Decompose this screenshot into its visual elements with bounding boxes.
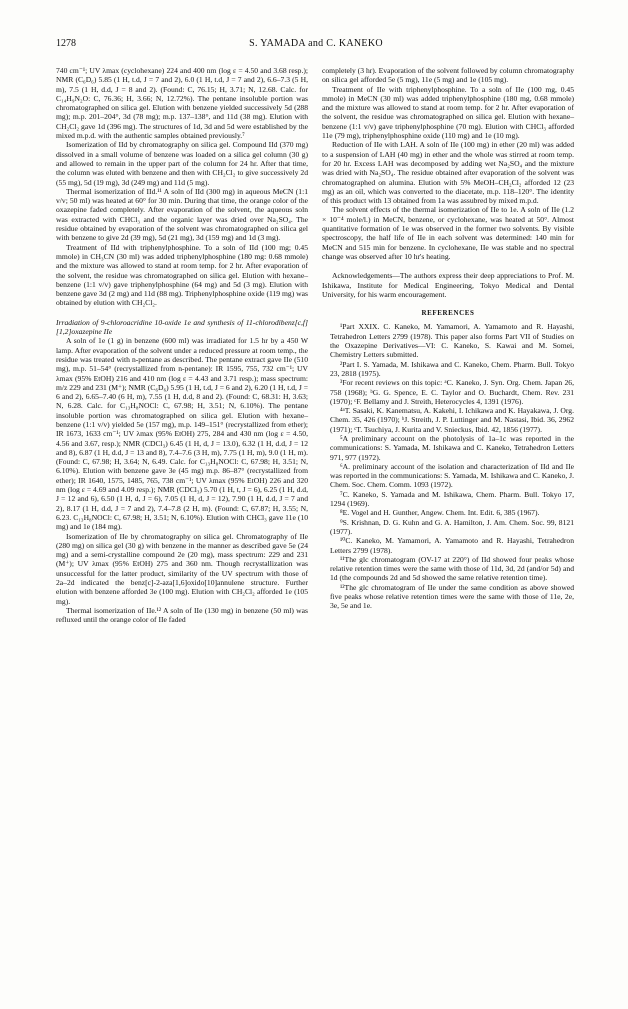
references-heading: REFERENCES [421,309,475,318]
reference-item: ¹⁰C. Kaneko, M. Yamamori, A. Yamamoto and R. Hayashi, Tetrahedron Letters 2799 (1978). [330,536,574,555]
page-header [56,38,576,52]
reference-item: ²Part I. S. Yamada, M. Ishikawa and C. Kaneko, Chem. Pharm. Bull. Tokyo 23, 2818 (1975). [330,359,574,378]
paragraph: Treatment of IIe with triphenylphosphine. To a soln of IIe (100 mg, 0.45 mmole) in MeCN (30 ml) was added triphenylphosphine (180 mg, 0.68 mmole) and the mixture was allowed to stand at room temp. for 2 hr. After evaporation of the solvent, the residue was chromatographed on silica gel. Elution with hexane–benzene (1:1 v/v) gave triphenylphosphine (70 mg). Elution with CHCl₃ afforded 11e (79 mg), triphenylphosphine oxide (110 mg) and 1e (10 mg). [322,84,574,141]
reference-item: ⁷C. Kaneko, S. Yamada and M. Ishikawa, Chem. Pharm. Bull. Tokyo 17, 1294 (1969). [330,489,574,509]
reference-item: ⁹S. Krishnan, D. G. Kuhn and G. A. Hamilton, J. Am. Chem. Soc. 99, 8121 (1977). [330,517,574,536]
paragraph: Isomerization of IIe by chromatography on silica gel. Chromatography of IIe (280 mg) on silica gel (30 g) with benzene in the manner as described gave 5e (24 mg) and a semi-crystalline compound 2e (20 mg), mass spectrum: 229 and 231 (M⁺); UV λmax (95% EtOH) 275 and 360 nm. Though recrystallization was unsuccessful for the latter product, similarity of the UV spectrum with those of 2a–2d indicated the benz[c]-2-aza[1,6]oxido[10]annulene structure. Further elution with benzene afforded 3e (100 mg). Elution with CH₂Cl₂ afforded 1e (105 mg). [56,531,308,606]
right-column [322,66,574,611]
paragraph: A soln of 1e (1 g) in benzene (600 ml) was irradiated for 1.5 hr by a 450 W lamp. After evaporation of the solvent under a reduced pressure at room temp., the residue was treated with n-pentane as described. The pentane extract gave IIe (510 mg), m.p. 51–54° (recrystallized from n-pentane): IR 1595, 755, 732 cm⁻¹; UV λmax (95% EtOH) 216 and 410 nm (log ε = 4.43 and 3.71 resp.); mass spectrum: m/z 229 and 231 (M⁺); NMR (C₆D₆) 5.95 (1 H, t.d, J = 6 and 2), 6.20 (1 H, t.d, J = 6 and 2), 6.65–7.40 (6 H, m), 7.55 (1 H, d.d, 8 and 2). (Found: C, 68.31: H, 3.63; N, 6.28. Calc. for C₁₃H₈NOCl: C, 67.98; H, 3.51; N, 6.10%). The pentane insoluble portion was chromatographed on silica gel. Elution with hexane–benzene (1:1 v/v) yielded 5e (157 mg), m.p. 149–151° (recrystallized from ether); IR 1673, 1633 cm⁻¹; UV λmax (95% EtOH) 275, 284 and 430 nm (log ε = 4.50, 4.56 and 3.67, resp.); NMR (CDCl₃) 6.45 (1 H, d, J = 13.0), 6.32 (1 H, d.d, J = 12 and 8), 6.87 (1 H, d.d, J = 13 and 8), 7.4–7.6 (3 H, m), 7.75 (1 H, m), 9.0 (1 H, m). (Found: C, 67.98; H, 3.64; N, 6.49. Calc. for C₁₃H₈NOCl: C, 67.98; H, 3.51; N, 6.10%). Elution with benzene gave 3e (45 mg) m.p. 86–87° (recrystallized from ether); IR 1640, 1575, 1485, 765, 738 cm⁻¹; UV λmax (95% EtOH) 226 and 320 nm (log ε = 4.69 and 4.09 resp.); NMR (CDCl₃) 5.70 (1 H, t, J = 6), 6.25 (1 H, d.d, J = 12 and 6), 6.50 (1 H, d, J = 6), 7.05 (1 H, d, J = 12), 7.90 (1 H, d.d, J = 7 and 2), 8.17 (1 H, d.d, J = 7 and 2), 7.4–7.8 (2 H, m). (Found: C, 67.87; H, 3.55; N, 6.23. C₁₃H₈NOCl: C, 67.98; H, 3.51; N, 6.10%). Elution with CHCl₃ gave 11e (10 mg) and 1e (184 mg). [56,336,308,532]
section-title: Irradiation of 9-chloroacridine 10-oxide 1e and synthesis of 11-chlorodibenz[c,f][1,2]oxazepine IIe [56,317,308,337]
reference-item: ⁸E. Vogel and H. Gunther, Angew. Chem. Int. Edit. 6, 385 (1967). [340,508,540,518]
page-number: 1278 [56,38,76,49]
paragraph: Isomerization of IId by chromatography on silica gel. Compound IId (370 mg) dissolved in a small volume of benzene was loaded on a silica gel column (30 g) and allowed to remain in the upper part of the column for 24 hr. After that time, the column was eluted with benzene and then with CH₂Cl₂ to give successively 2d (55 mg), 5d (19 mg), 3d (249 mg) and 11d (5 mg). [56,140,308,187]
paragraph: Reduction of IIe with LAH. A soln of IIe (100 mg) in ether (20 ml) was added to a suspension of LAH (40 mg) in ether and the whole was stirred at room temp. for 20 hr. Excess LAH was decomposed by adding wet Na₂SO₄ and the mixture was dried with Na₂SO₄. The residue obtained after evaporation of the solvent was chromatographed on alumina. Elution with 5% MeOH–CH₂Cl₂ afforded 12 (23 mg) as an oil, which was converted to the diacetate, m.p. 118–120°. The identity of this product with 13 obtained from 1a was assubred by mixed m.p.d. [322,140,574,206]
running-title: S. YAMADA and C. KANEKO [249,38,383,49]
paragraph: Thermal isomerization of IIe.¹² A soln of IIe (130 mg) in benzene (50 ml) was refluxed until the orange color of IIe faded [56,605,308,625]
reference-item: ³For recent reviews on this topic: ᵃC. Kaneko, J. Syn. Org. Chem. Japan 26, 758 (1968); ᵇG. G. Spence, E. C. Taylor and O. Buchardt, Chem. Rev. 231 (1970); ᶜF. Bellamy and J. Streith, Heterocycles 4, 1391 (1976). [330,378,574,406]
paragraph: 740 cm⁻¹; UV λmax (cyclohexane) 224 and 400 nm (log ε = 4.50 and 3.68 resp.); NMR (C₆D₆) 5.85 (1 H, t.d, J = 7 and 2), 6.0 (1 H, t.d, J = 7 and 2), 6.6–7.3 (5 H, m), 7.5 (1 H, d.d, J = 8 and 2). (Found: C, 76.15; H, 3.71; N, 12.68. Calc. for C₁₄H₉N₂O: C, 76.36; H, 3.66; N, 12.72%). The pentane insoluble portion was chromatographed on silica gel. Elution with benzene yielded successively 5d (288 mg); m.p. 201–204°, 3d (78 mg); m.p. 137–138°, and 11d (38 mg). Elution with CH₂Cl₂ gave 1d (396 mg). The structures of 1d, 3d and 5d were established by the mixed m.p.d. with the authentic samples obtained previously.⁷ [56,66,308,141]
reference-item: ¹¹The glc chromatogram (OV-17 at 220°) of IId showed four peaks whose relative retention times were the same with those of 11d, 3d, 2d (and/or 5d) and 1d (the compounds 2d and 5d showed the same relative retention time). [330,554,574,583]
left-column [56,66,308,625]
reference-item: ⁶A. preliminary account of the isolation and characterization of IId and IIe was reported in the communications: S. Yamada, M. Ishikawa and C. Kaneko, J. Chem. Soc. Chem. Comm. 1093 (1972). [330,461,575,490]
acknowledgements: Acknowledgements—The authors express their deep appreciations to Prof. M. Ishikawa, Institute for Medical Engineering, Tokyo Medical and Dental University, for his warm encouragement. [322,271,574,299]
paragraph: Thermal isomerization of IId.¹¹ A soln of IId (300 mg) in aqueous MeCN (1:1 v/v; 50 ml) was heated at 60° for 30 min. During that time, the orange color of the oxazepine faded completely. After evaporation of the solvent, the aqueous soln was extracted with CHCl₃ and the organic layer was dried over Na₂SO₄. The residue obtained by evaporation of the solvent was chromatographed on silica gel with benzene to give 2d (39 mg), 5d (21 mg), 3d (159 mg) and 1d (3 mg). [56,186,308,243]
paragraph: Treatment of IId with triphenylphosphine. To a soln of IId (100 mg; 0.45 mmole) in CH₃CN (30 ml) was added triphenylphosphine (180 mg: 0.68 mmole) and the mixture was allowed to stand at room temp. for 2 hr. After evaporation of the solvent, the residue was chromatographed on silica gel. Elution with hexane–benzene (1:1 v/v) gave triphenylphosphine (64 mg) and 5d (3 mg). Elution with benzene gave 3d (2 mg) and 11d (88 mg). Triphenylphosphine oxide (119 mg) was obtained by elution with CH₂Cl₂. [56,242,308,308]
reference-item: ⁴ᵃT. Sasaki, K. Kanematsu, A. Kakehi, I. Ichikawa and K. Hayakawa, J. Org. Chem. 35, 426 (1970); ᵇJ. Streith, J. P. Luttinger and M. Nastasi, Ibid. 36, 2962 (1971); ᶜT. Tsuchiya, J. Kurita and V. Snieckus, Ibid. 42, 1856 (1977). [330,406,574,434]
paragraph: completely (3 hr). Evaporation of the solvent followed by column chromatography on silica gel afforded 5e (5 mg), 11e (5 mg) and 1e (105 mg). [322,66,574,85]
paragraph: The solvent effects of the thermal isomerization of IIe to 1e. A soln of IIe (1.2 × 10⁻⁴ mole/l.) in MeCN, benzene, or cyclohexane, was heated at 50°. Almost quantitative formation of 1e was observed in the former two solvents. By visible spectroscopy, the half life of IIe in each solvent was determined: 140 min for MeCN and 515 min for benzene. In cyclohexane, IIe was stable and no spectral change was observed after 10 hr's heating. [322,205,574,261]
reference-item: ¹²The glc chromatogram of IIe under the same condition as above showed five peaks whose relative retention times were the same with those of 11e, 2e, 3e, 5e and 1e. [330,582,574,611]
reference-item: ⁵A preliminary account on the photolysis of 1a–1c was reported in the communications: S. Yamada, M. Ishikawa and C. Kaneko, Tetrahedron Letters 971, 977 (1972). [330,433,574,462]
reference-item: ¹Part XXIX. C. Kaneko, M. Yamamori, A. Yamamoto and R. Hayashi, Tetrahedron Letters 2799 (1978). This paper also forms Part VII of Studies on the Oxazepine Derivatives—VI: C. Kaneko, S. Kawai and M. Somei, Chemistry Letters submitted. [330,322,574,360]
